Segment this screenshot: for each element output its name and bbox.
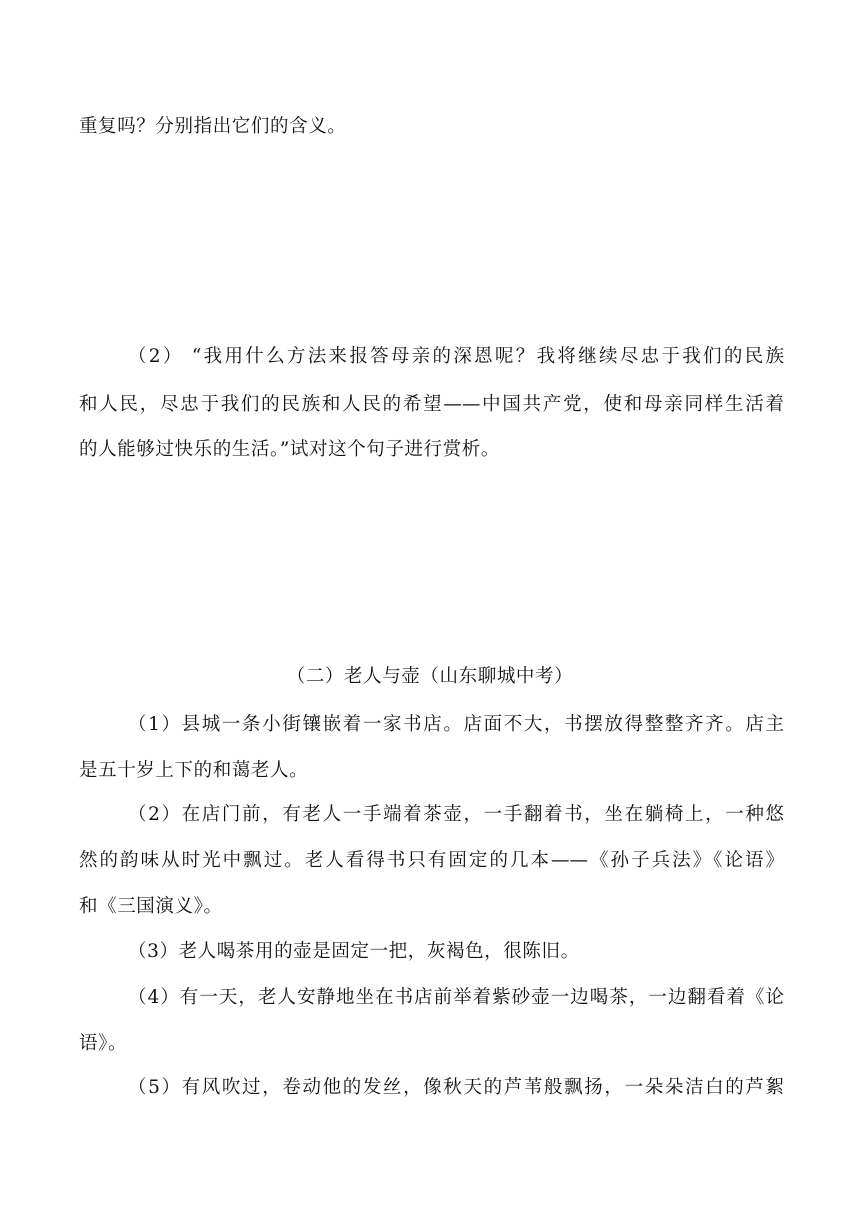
question-2-line-1: （2） “我用什么方法来报答母亲的深恩呢？我将继续尽忠于我们的民族	[128, 346, 784, 367]
paragraph-4-line-2: 语》。	[79, 1033, 128, 1054]
paragraph-2-line-2: 然的韵味从时光中飘过。老人看得书只有固定的几本——《孙子兵法》《论语》	[79, 850, 784, 871]
paragraph-4-line-1: （4）有一天，老人安静地坐在书店前举着紫砂壶一边喝茶，一边翻看着《论	[128, 987, 784, 1008]
question-2-line-3: 的人能够过快乐的生活。”试对这个句子进行赏析。	[79, 439, 501, 460]
paragraph-3-line-1: （3）老人喝茶用的壶是固定一把，灰褐色，很陈旧。	[128, 941, 580, 962]
paragraph-1-line-2: 是五十岁上下的和蔼老人。	[79, 760, 309, 781]
paragraph-2-line-3: 和《三国演义》。	[79, 896, 223, 917]
section-title: （二）老人与壶（山东聊城中考）	[286, 666, 574, 687]
paragraph-2-line-1: （2）在店门前，有老人一手端着茶壶，一手翻着书，坐在躺椅上，一种悠	[128, 804, 784, 825]
paragraph-1-line-1: （1）县城一条小街镶嵌着一家书店。店面不大，书摆放得整整齐齐。店主	[128, 714, 784, 735]
question-2-line-2: 和人民，尽忠于我们的民族和人民的希望——中国共产党，使和母亲同样生活着	[79, 394, 784, 415]
paragraph-5-line-1: （5）有风吹过，卷动他的发丝，像秋天的芦苇般飘扬，一朵朵洁白的芦絮	[128, 1077, 784, 1098]
question-1-tail: 重复吗？分别指出它们的含义。	[79, 116, 347, 137]
